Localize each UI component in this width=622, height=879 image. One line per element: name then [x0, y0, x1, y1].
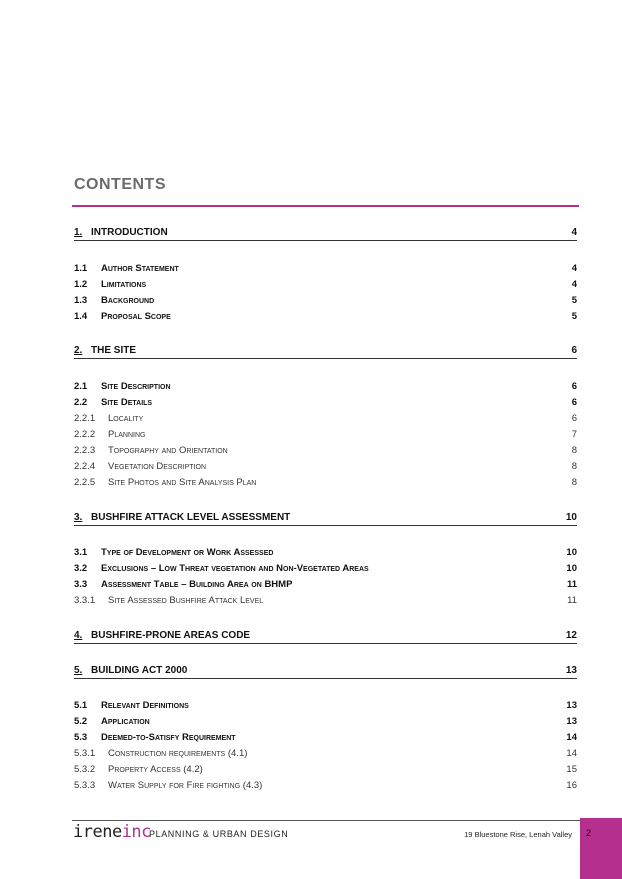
toc-number: 5.3 — [74, 732, 88, 743]
toc-number: 1.1 — [74, 263, 88, 274]
toc-number: 5.3.3 — [74, 780, 96, 791]
toc-number: 4. — [74, 630, 83, 641]
toc-heading-2[interactable] — [74, 345, 577, 359]
toc-page: 6 — [571, 397, 577, 408]
toc-page: 10 — [566, 547, 577, 558]
footer-divider — [72, 820, 580, 821]
toc-number: 2.2.2 — [74, 429, 96, 440]
toc-page: 12 — [565, 630, 577, 641]
toc-entry[interactable] — [74, 460, 577, 474]
toc-page: 7 — [571, 429, 577, 440]
toc-number: 1. — [74, 227, 83, 238]
toc-label: Background — [101, 295, 155, 306]
toc-label: BUILDING ACT 2000 — [91, 665, 188, 676]
toc-label: Proposal Scope — [101, 311, 171, 322]
toc-entry[interactable] — [74, 578, 577, 592]
toc-entry[interactable] — [74, 763, 577, 777]
title-divider — [72, 205, 579, 207]
toc-page: 5 — [571, 311, 577, 322]
toc-page: 14 — [566, 748, 577, 759]
toc-number: 2.2.3 — [74, 445, 96, 456]
toc-page: 6 — [571, 381, 577, 392]
toc-label: Deemed-to-Satisfy Requirement — [101, 732, 236, 743]
toc-number: 2. — [74, 345, 83, 356]
toc-heading-5[interactable] — [74, 665, 577, 679]
toc-number: 5.3.1 — [74, 748, 96, 759]
toc-label: Exclusions – Low Threat vegetation and Non-Vegetated Areas — [101, 563, 369, 574]
toc-entry[interactable] — [74, 731, 577, 745]
toc-label: Site Details — [101, 397, 153, 408]
toc-page: 13 — [566, 700, 577, 711]
company-logo — [73, 822, 151, 842]
toc-page: 11 — [567, 595, 577, 606]
toc-entry[interactable] — [74, 380, 577, 394]
toc-entry[interactable] — [74, 779, 577, 793]
toc-label: Water Supply for Fire fighting (4.3) — [108, 780, 263, 791]
logo-irene: irene — [73, 822, 122, 842]
toc-page: 13 — [565, 665, 577, 676]
toc-number: 1.2 — [74, 279, 88, 290]
toc-label: Limitations — [101, 279, 147, 290]
toc-heading-1[interactable] — [74, 227, 577, 241]
toc-page: 4 — [571, 263, 577, 274]
toc-number: 2.2.5 — [74, 477, 96, 488]
toc-number: 5. — [74, 665, 83, 676]
toc-label: Relevant Definitions — [101, 700, 189, 711]
toc-number: 2.2 — [74, 397, 88, 408]
toc-page: 10 — [565, 512, 577, 523]
toc-label: BUSHFIRE ATTACK LEVEL ASSESSMENT — [91, 512, 291, 523]
toc-label: THE SITE — [91, 345, 137, 356]
toc-entry[interactable] — [74, 594, 577, 608]
toc-label: Type of Development or Work Assessed — [101, 547, 274, 558]
toc-page: 13 — [566, 716, 577, 727]
toc-entry[interactable] — [74, 699, 577, 713]
toc-entry[interactable] — [74, 262, 577, 276]
toc-entry[interactable] — [74, 396, 577, 410]
page-number-box — [580, 818, 622, 879]
toc-entry[interactable] — [74, 715, 577, 729]
toc-page: 15 — [566, 764, 577, 775]
footer-address: 19 Bluestone Rise, Lenah Valley — [464, 830, 572, 839]
toc-entry[interactable] — [74, 294, 577, 308]
toc-page: 16 — [566, 780, 577, 791]
toc-entry[interactable] — [74, 412, 577, 426]
toc-page: 11 — [566, 579, 577, 590]
toc-label: Topography and Orientation — [108, 445, 228, 456]
toc-entry[interactable] — [74, 546, 577, 560]
toc-number: 2.1 — [74, 381, 88, 392]
toc-number: 3.3 — [74, 579, 88, 590]
logo-inc: inc — [121, 822, 151, 842]
toc-page: 10 — [566, 563, 577, 574]
toc-number: 3.2 — [74, 563, 88, 574]
toc-entry[interactable] — [74, 476, 577, 490]
toc-label: Site Photos and Site Analysis Plan — [108, 477, 257, 488]
toc-entry[interactable] — [74, 444, 577, 458]
toc-number: 1.3 — [74, 295, 88, 306]
toc-label: Vegetation Description — [108, 461, 207, 472]
toc-label: Site Assessed Bushfire Attack Level — [108, 595, 264, 606]
toc-number: 3.1 — [74, 547, 88, 558]
toc-number: 5.2 — [74, 716, 88, 727]
toc-heading-4[interactable] — [74, 630, 577, 644]
toc-heading-3[interactable] — [74, 512, 577, 526]
toc-number: 5.3.2 — [74, 764, 96, 775]
toc-number: 5.1 — [74, 700, 88, 711]
toc-entry[interactable] — [74, 310, 577, 324]
toc-entry[interactable] — [74, 428, 577, 442]
toc-entry[interactable] — [74, 562, 577, 576]
toc-page: 4 — [571, 227, 577, 238]
toc-page: 5 — [571, 295, 577, 306]
toc-number: 3. — [74, 512, 83, 523]
toc-label: Author Statement — [101, 263, 179, 274]
toc-label: INTRODUCTION — [91, 227, 168, 238]
toc-number: 2.2.4 — [74, 461, 96, 472]
toc-label: Planning — [108, 429, 146, 440]
toc-entry[interactable] — [74, 747, 577, 761]
toc-page: 6 — [571, 345, 577, 356]
toc-page: 8 — [571, 445, 577, 456]
toc-entry[interactable] — [74, 278, 577, 292]
toc-label: Assessment Table – Building Area on BHMP — [101, 579, 293, 590]
toc-label: Property Access (4.2) — [108, 764, 203, 775]
toc-label: Application — [101, 716, 150, 727]
toc-number: 3.3.1 — [74, 595, 96, 606]
toc-label: BUSHFIRE-PRONE AREAS CODE — [91, 630, 251, 641]
toc-page: 14 — [566, 732, 577, 743]
toc-page: 8 — [571, 461, 577, 472]
toc-label: Site Description — [101, 381, 171, 392]
toc-page: 4 — [571, 279, 577, 290]
page-number: 2 — [586, 828, 592, 838]
toc-number: 1.4 — [74, 311, 88, 322]
toc-label: Construction requirements (4.1) — [108, 748, 248, 759]
page-title: CONTENTS — [74, 176, 166, 193]
toc-page: 8 — [571, 477, 577, 488]
company-tagline: PLANNING & URBAN DESIGN — [149, 829, 289, 839]
toc-number: 2.2.1 — [74, 413, 96, 424]
toc-label: Locality — [108, 413, 144, 424]
toc-page: 6 — [571, 413, 577, 424]
